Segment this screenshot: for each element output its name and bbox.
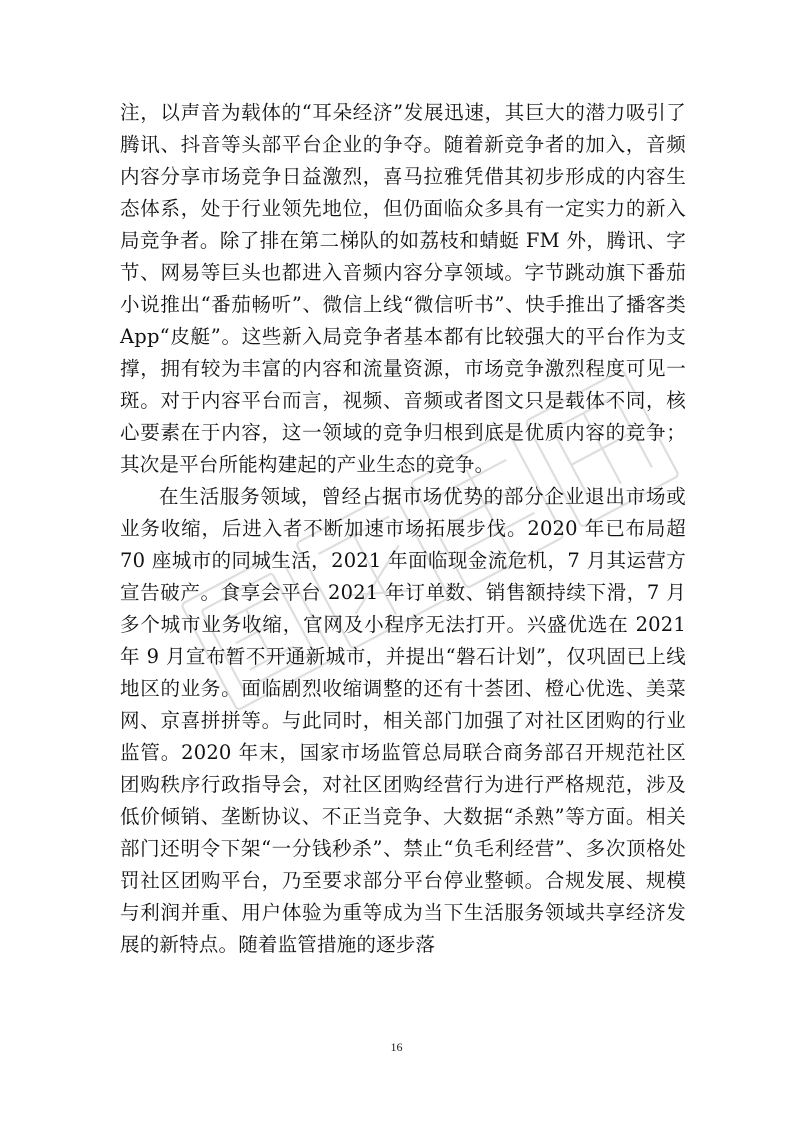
page-number: 16 [390,1040,403,1054]
paragraph-2: 在生活服务领域，曾经占据市场优势的部分企业退出市场或业务收缩，后进入者不断加速市场拓展步伐。2020 年已布局超 70 座城市的同城生活，2021 年面临现金流危机，7 月其运营方宣告破产。食享会平台 2021 年订单数、销售额持续下滑，7 月多个城市业务收缩，官网及小程序无法打开。兴盛优选在 2021 年 9 月宣布暂不开通新城市，并提出“磐石计划”，仅巩固已上线地区的业务。面临剧烈收缩调整的还有十荟团、橙心优选、美菜网、京喜拼拼等。与此同时，相关部门加强了对社区团购的行业监管。2020 年末，国家市场监管总局联合商务部召开规范社区团购秩序行政指导会，对社区团购经营行为进行严格规范，涉及低价倾销、垄断协议、不正当竞争、大数据“杀熟”等方面。相关部门还明令下架“一分钱秒杀”、禁止“负毛利经营”、多次顶格处罚社区团购平台，乃至要求部分平台停业整顿。合规发展、规模与利润并重、用户体验为重等成为当下生活服务领域共享经济发展的新特点。随着监管措施的逐步落 [120,485,686,956]
body-text [120,97,686,961]
paragraph-1: 注，以声音为载体的“耳朵经济”发展迅速，其巨大的潜力吸引了腾讯、抖音等头部平台企业的争夺。随着新竞争者的加入，音频内容分享市场竞争日益激烈，喜马拉雅凭借其初步形成的内容生态体系，处于行业领先地位，但仍面临众多具有一定实力的新入局竞争者。除了排在第二梯队的如荔枝和蜻蜓 FM 外，腾讯、字节、网易等巨头也都进入音频内容分享领域。字节跳动旗下番茄小说推出“番茄畅听”、微信上线“微信听书”、快手推出了播客类 App“皮艇”。这些新入局竞争者基本都有比较强大的平台作为支撑，拥有较为丰富的内容和流量资源，市场竞争激烈程度可见一斑。对于内容平台而言，视频、音频或者图文只是载体不同，核心要素在于内容，这一领域的竞争归根到底是优质内容的竞争；其次是平台所能构建起的产业生态的竞争。 [120,101,686,476]
